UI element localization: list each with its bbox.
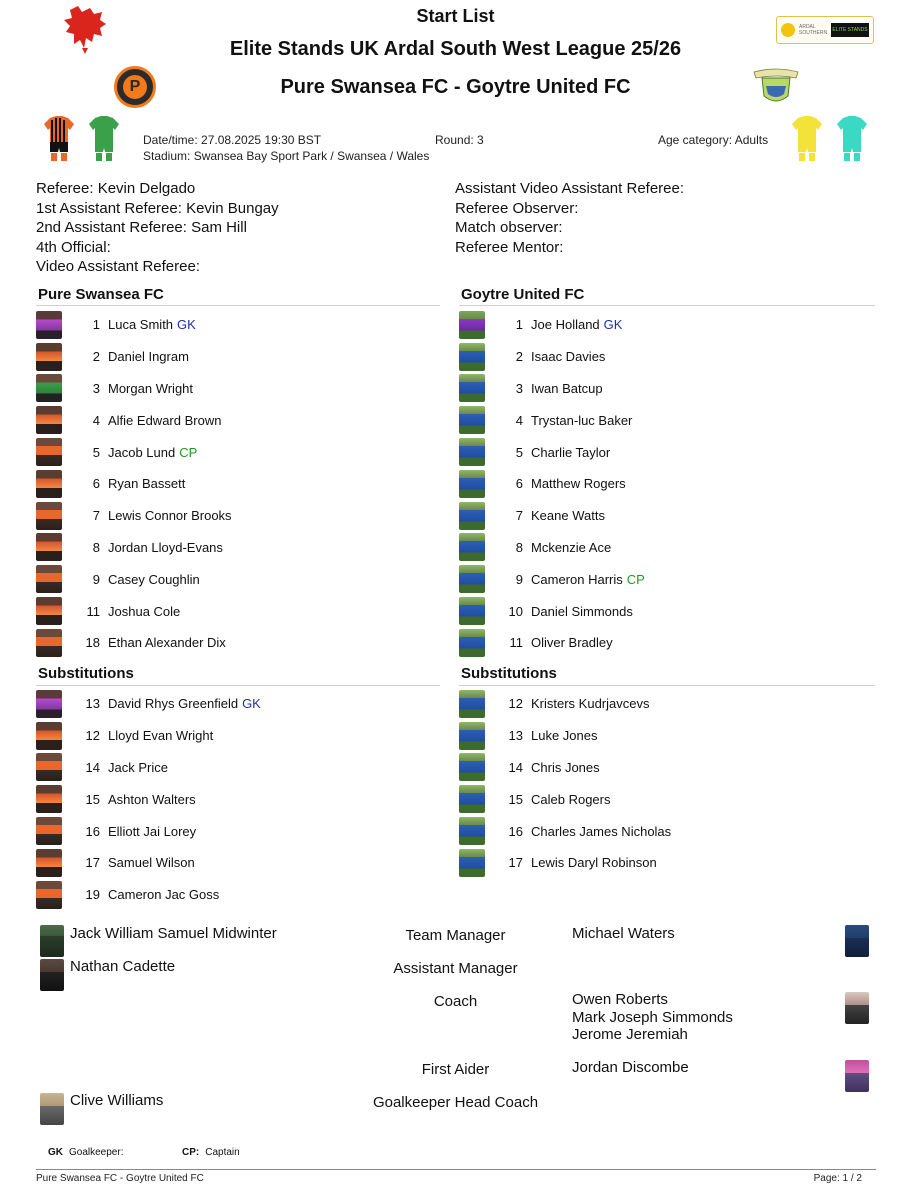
player-name: Alfie Edward Brown <box>108 412 222 428</box>
player-name: Elliott Jai Lorey <box>108 823 197 839</box>
player-number: 5 <box>515 444 523 460</box>
official-referee-mentor: Referee Mentor: <box>455 239 564 256</box>
player-photo <box>36 722 62 750</box>
official-referee-observer: Referee Observer: <box>455 200 579 217</box>
player-name: Kristers Kudrjavcevs <box>531 696 650 712</box>
home-subs-list <box>36 688 436 911</box>
player-name: Trystan-luc Baker <box>531 412 633 428</box>
player-name: Isaac Davies <box>531 349 606 365</box>
player-number: 16 <box>85 823 100 839</box>
player-row <box>36 752 436 784</box>
away-subs-list <box>459 688 859 879</box>
match-age-category: Age category: Adults <box>658 133 769 147</box>
player-row <box>36 783 436 815</box>
player-number: 11 <box>86 603 100 619</box>
away-staff-first-aider: Jordan Discombe <box>572 1059 689 1076</box>
player-row <box>459 595 859 627</box>
player-photo <box>36 849 62 877</box>
player-number: 18 <box>85 635 100 651</box>
player-row <box>459 815 859 847</box>
away-subs-divider <box>459 685 875 686</box>
home-staff-gk-coach: Clive Williams <box>70 1092 164 1109</box>
away-team-crest-logo <box>752 66 800 108</box>
legend-cp <box>182 1147 240 1158</box>
player-name: Cameron Jac Goss <box>108 887 220 903</box>
official-referee: Referee: Kevin Delgado <box>36 180 196 197</box>
player-number: 14 <box>85 759 100 775</box>
official-2nd-assistant: 2nd Assistant Referee: Sam Hill <box>36 219 247 236</box>
home-starters-list <box>36 309 436 659</box>
player-photo <box>459 690 485 718</box>
legend-gk <box>48 1147 123 1158</box>
player-row <box>36 688 436 720</box>
player-photo <box>459 565 485 593</box>
legend-cp-code: CP: <box>182 1147 200 1158</box>
player-photo <box>36 311 62 339</box>
player-name: Luca Smith <box>108 317 174 333</box>
player-number: 13 <box>508 728 523 744</box>
player-photo <box>459 533 485 561</box>
player-name: Cameron Harris <box>531 571 623 587</box>
player-name: Lewis Daryl Robinson <box>531 855 657 871</box>
footer-divider <box>36 1169 876 1170</box>
goalkeeper-badge: GK <box>242 696 261 712</box>
player-photo <box>36 374 62 402</box>
player-name: Daniel Simmonds <box>531 603 633 619</box>
player-name: Chris Jones <box>531 759 600 775</box>
away-kit-icon <box>792 116 822 162</box>
staff-role-team-manager: Team Manager <box>405 927 506 944</box>
league-title: Elite Stands UK Ardal South West League 25/26 <box>229 38 682 60</box>
player-number: 5 <box>92 444 100 460</box>
player-row <box>36 436 436 468</box>
player-name: Lewis Connor Brooks <box>108 508 232 524</box>
player-name: Matthew Rogers <box>531 476 626 492</box>
home-subs-divider <box>36 685 440 686</box>
home-divider <box>36 305 440 306</box>
player-photo <box>36 690 62 718</box>
player-number: 7 <box>515 508 523 524</box>
player-photo <box>36 597 62 625</box>
player-row <box>459 500 859 532</box>
player-number: 14 <box>508 759 523 775</box>
player-row <box>459 468 859 500</box>
player-row <box>459 404 859 436</box>
staff-photo <box>845 992 869 1024</box>
player-row <box>36 879 436 911</box>
player-photo <box>36 406 62 434</box>
staff-role-coach: Coach <box>433 993 478 1010</box>
goalkeeper-badge: GK <box>603 317 623 333</box>
player-row <box>459 436 859 468</box>
player-name: Oliver Bradley <box>531 635 613 651</box>
player-number: 13 <box>85 696 100 712</box>
goalkeeper-badge: GK <box>177 317 196 333</box>
player-number: 12 <box>85 728 100 744</box>
player-name: Charlie Taylor <box>531 444 611 460</box>
player-number: 17 <box>85 855 100 871</box>
player-name: Ethan Alexander Dix <box>108 635 226 651</box>
legend-gk-text: Goalkeeper: <box>69 1147 124 1158</box>
player-number: 15 <box>85 791 100 807</box>
player-photo <box>36 785 62 813</box>
player-number: 1 <box>515 317 523 333</box>
player-photo <box>459 817 485 845</box>
page-title: Start List <box>416 6 495 26</box>
player-photo <box>459 753 485 781</box>
player-photo <box>36 565 62 593</box>
player-name: Samuel Wilson <box>108 855 195 871</box>
player-number: 6 <box>515 476 523 492</box>
official-avar: Assistant Video Assistant Referee: <box>455 180 685 197</box>
player-name: Charles James Nicholas <box>531 823 672 839</box>
player-row <box>36 532 436 564</box>
player-photo <box>36 343 62 371</box>
player-row <box>36 815 436 847</box>
player-name: Morgan Wright <box>108 380 194 396</box>
player-name: Jordan Lloyd-Evans <box>108 539 223 555</box>
player-number: 16 <box>508 823 523 839</box>
player-photo <box>36 533 62 561</box>
player-name: Iwan Batcup <box>531 380 603 396</box>
player-name: Jack Price <box>108 759 168 775</box>
player-photo <box>36 438 62 466</box>
player-photo <box>36 502 62 530</box>
home-crest-letter: P <box>123 75 147 99</box>
player-number: 15 <box>508 791 523 807</box>
away-staff-coach-3: Jerome Jeremiah <box>572 1026 688 1043</box>
official-match-observer: Match observer: <box>455 219 563 236</box>
player-row <box>459 847 859 879</box>
player-row <box>459 720 859 752</box>
player-number: 9 <box>92 571 100 587</box>
away-staff-coach-2: Mark Joseph Simmonds <box>572 1009 733 1026</box>
player-row <box>36 563 436 595</box>
player-row <box>459 752 859 784</box>
player-row <box>459 309 859 341</box>
player-number: 8 <box>515 539 523 555</box>
player-number: 12 <box>508 696 523 712</box>
away-gk-kit-icon <box>837 116 867 162</box>
official-1st-assistant: 1st Assistant Referee: Kevin Bungay <box>36 200 279 217</box>
away-team-heading: Goytre United FC <box>461 286 585 303</box>
away-divider <box>459 305 875 306</box>
staff-role-first-aider: First Aider <box>421 1061 490 1078</box>
player-name: Ashton Walters <box>108 791 196 807</box>
player-number: 7 <box>92 508 100 524</box>
sponsor-elite-text: ELITE STANDS <box>831 23 869 37</box>
player-photo <box>459 849 485 877</box>
legend-cp-text: Captain <box>205 1147 240 1158</box>
player-photo <box>459 438 485 466</box>
player-number: 4 <box>515 412 523 428</box>
player-name: Casey Coughlin <box>108 571 200 587</box>
player-photo <box>36 881 62 909</box>
player-row <box>459 373 859 405</box>
player-row <box>459 688 859 720</box>
player-photo <box>459 722 485 750</box>
player-number: 4 <box>92 412 100 428</box>
home-gk-kit-icon <box>89 116 119 162</box>
player-photo <box>36 817 62 845</box>
captain-badge: CP <box>626 571 645 587</box>
away-staff-coach-1: Owen Roberts <box>572 991 668 1008</box>
player-row <box>36 309 436 341</box>
player-photo <box>459 597 485 625</box>
fa-wales-dragon-logo <box>60 4 110 56</box>
player-row <box>36 341 436 373</box>
player-photo <box>459 785 485 813</box>
home-team-crest-logo <box>114 66 156 108</box>
player-name: Joe Holland <box>531 317 600 333</box>
match-datetime: Date/time: 27.08.2025 19:30 BST <box>143 133 322 147</box>
match-stadium: Stadium: Swansea Bay Sport Park / Swansea / Wales <box>143 149 430 163</box>
away-subs-heading: Substitutions <box>461 665 557 682</box>
player-number: 3 <box>515 380 523 396</box>
match-round: Round: 3 <box>435 133 484 147</box>
official-4th: 4th Official: <box>36 239 111 256</box>
away-staff-team-manager: Michael Waters <box>572 925 675 942</box>
footer-page-number: Page: 1 / 2 <box>813 1173 862 1184</box>
player-row <box>36 468 436 500</box>
player-row <box>36 500 436 532</box>
sponsor-ardal-text: ARDAL SOUTHERN <box>799 24 828 36</box>
captain-badge: CP <box>179 444 198 460</box>
staff-photo <box>845 925 869 957</box>
player-name: David Rhys Greenfield <box>108 696 239 712</box>
player-row <box>36 847 436 879</box>
player-photo <box>459 470 485 498</box>
player-row <box>459 783 859 815</box>
player-row <box>36 595 436 627</box>
player-number: 19 <box>85 887 100 903</box>
away-starters-list <box>459 309 859 659</box>
footer-fixture: Pure Swansea FC - Goytre United FC <box>36 1173 204 1184</box>
staff-role-gk-coach: Goalkeeper Head Coach <box>372 1094 539 1111</box>
player-number: 6 <box>92 476 100 492</box>
fixture-title: Pure Swansea FC - Goytre United FC <box>280 76 631 98</box>
player-photo <box>36 470 62 498</box>
player-name: Luke Jones <box>531 728 598 744</box>
staff-photo <box>845 1060 869 1092</box>
player-row <box>459 563 859 595</box>
player-row <box>36 627 436 659</box>
player-name: Jacob Lund <box>108 444 176 460</box>
player-row <box>459 532 859 564</box>
player-row <box>459 627 859 659</box>
player-photo <box>459 502 485 530</box>
player-number: 11 <box>509 635 523 651</box>
home-staff-assistant-manager: Nathan Cadette <box>70 958 176 975</box>
legend-gk-code: GK <box>48 1147 63 1158</box>
player-name: Lloyd Evan Wright <box>108 728 214 744</box>
official-var: Video Assistant Referee: <box>36 258 200 275</box>
player-name: Mckenzie Ace <box>531 539 612 555</box>
home-staff-team-manager: Jack William Samuel Midwinter <box>70 925 277 942</box>
player-row <box>459 341 859 373</box>
player-name: Joshua Cole <box>108 603 181 619</box>
home-subs-heading: Substitutions <box>38 665 134 682</box>
player-number: 10 <box>508 603 523 619</box>
player-photo <box>459 629 485 657</box>
player-photo <box>459 343 485 371</box>
player-row <box>36 404 436 436</box>
player-number: 1 <box>92 317 100 333</box>
player-row <box>36 373 436 405</box>
player-name: Keane Watts <box>531 508 605 524</box>
player-number: 17 <box>508 855 523 871</box>
sponsor-logo <box>776 16 874 44</box>
staff-role-assistant-manager: Assistant Manager <box>393 960 518 977</box>
player-name: Caleb Rogers <box>531 791 611 807</box>
player-row <box>36 720 436 752</box>
player-number: 8 <box>92 539 100 555</box>
player-name: Ryan Bassett <box>108 476 186 492</box>
player-photo <box>36 753 62 781</box>
ardal-flower-icon <box>781 23 795 37</box>
player-number: 9 <box>515 571 523 587</box>
home-team-heading: Pure Swansea FC <box>38 286 164 303</box>
player-photo <box>459 406 485 434</box>
player-photo <box>459 311 485 339</box>
player-photo <box>459 374 485 402</box>
player-number: 3 <box>92 380 100 396</box>
player-photo <box>36 629 62 657</box>
player-name: Daniel Ingram <box>108 349 189 365</box>
player-number: 2 <box>515 349 523 365</box>
home-kit-icon <box>44 116 74 162</box>
player-number: 2 <box>92 349 100 365</box>
